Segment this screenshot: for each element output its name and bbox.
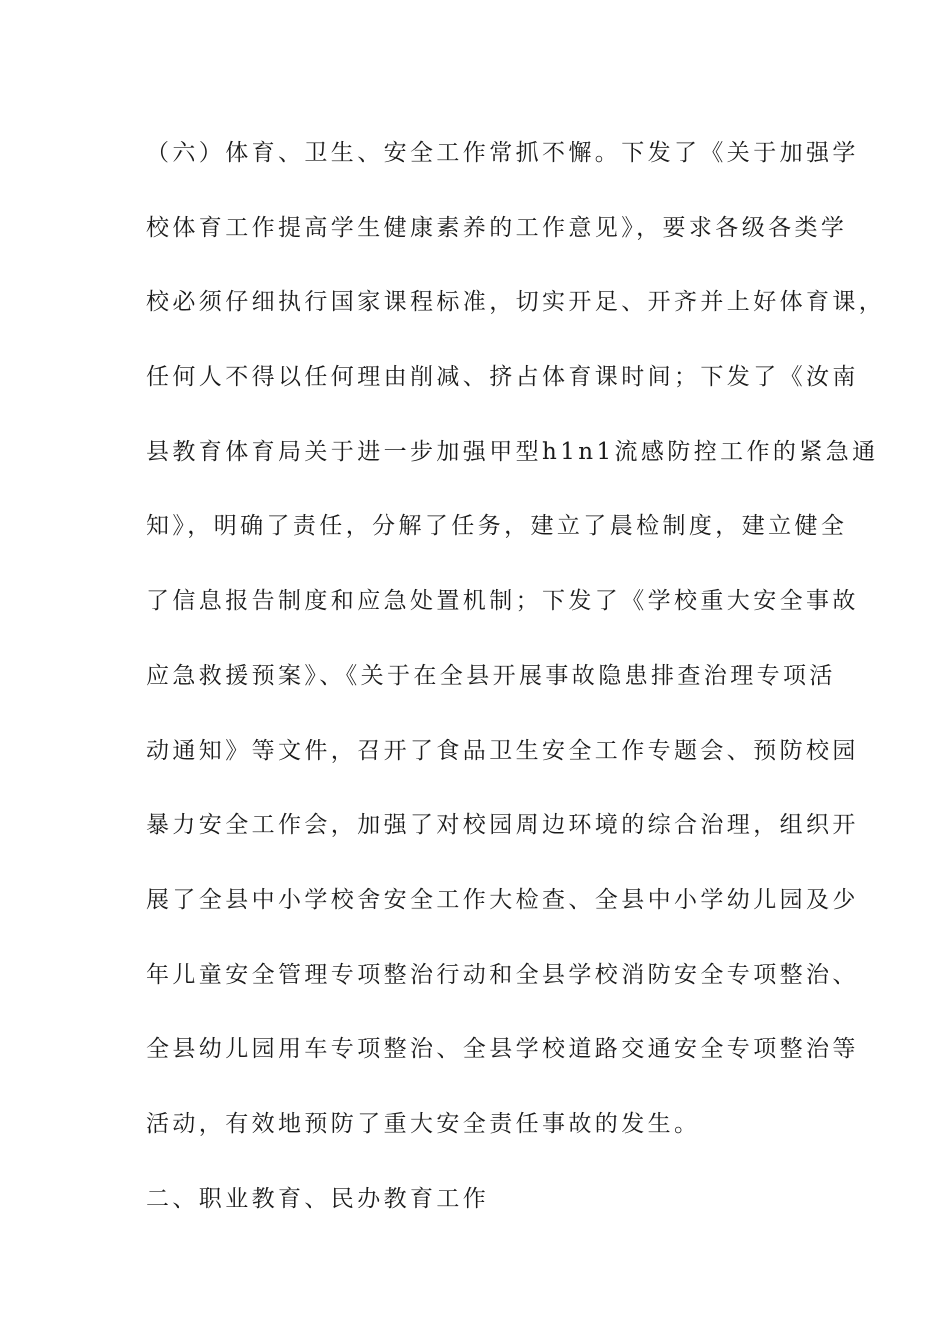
text-line: 知》，明确了责任，分解了任务，建立了晨检制度，建立健全: [146, 513, 848, 540]
text-line: 任何人不得以任何理由削减、挤占体育课时间；下发了《汝南: [146, 364, 859, 391]
text-line: （六）体育、卫生、安全工作常抓不懈。下发了《关于加强学: [146, 140, 859, 166]
document-body: [146, 131, 886, 1251]
text-line: 动通知》等文件，召开了食品卫生安全工作专题会、预防校园: [146, 737, 859, 764]
text-line: 校必须仔细执行国家课程标准，切实开足、开齐并上好体育课，: [146, 289, 886, 316]
text-line: 活动，有效地预防了重大安全责任事故的发生。: [146, 1110, 701, 1137]
text-line: 了信息报告制度和应急处置机制；下发了《学校重大安全事故: [146, 588, 859, 615]
text-line: 年儿童安全管理专项整治行动和全县学校消防安全专项整治、: [146, 961, 859, 988]
text-line: 县教育体育局关于进一步加强甲型h1n1流感防控工作的紧急通: [146, 438, 879, 465]
text-line: 暴力安全工作会，加强了对校园周边环境的综合治理，组织开: [146, 812, 859, 839]
text-line: 展了全县中小学校舍安全工作大检查、全县中小学幼儿园及少: [146, 886, 859, 913]
text-line: 应急救援预案》、《关于在全县开展事故隐患排查治理专项活: [146, 662, 836, 689]
section-heading: 二、职业教育、民办教育工作: [146, 1185, 490, 1212]
text-line: 全县幼儿园用车专项整治、全县学校道路交通安全专项整治等: [146, 1036, 859, 1063]
text-line: 校体育工作提高学生健康素养的工作意见》，要求各级各类学: [146, 214, 848, 241]
